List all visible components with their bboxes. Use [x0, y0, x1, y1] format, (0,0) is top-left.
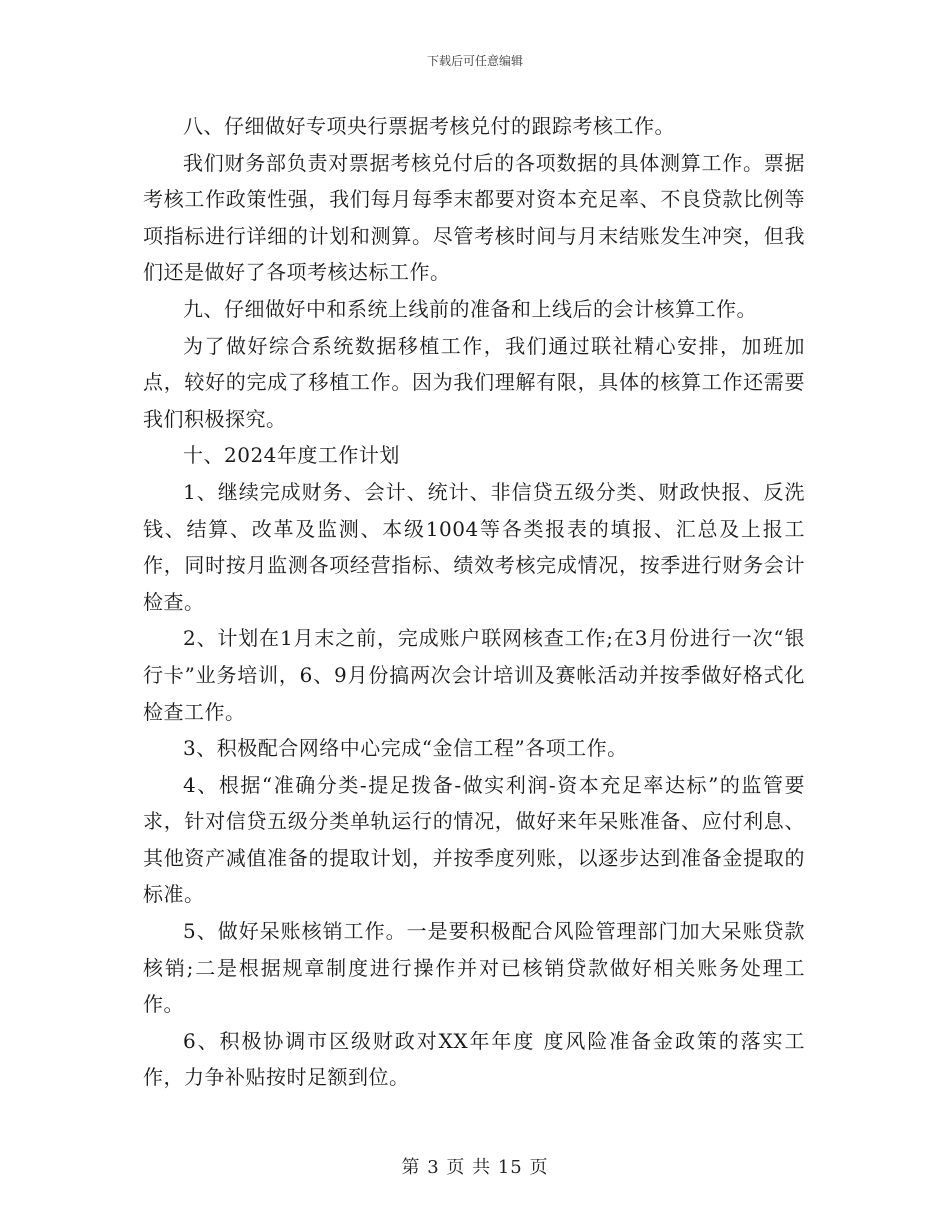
plan-item-5: 5、做好呆账核销工作。一是要积极配合风险管理部门加大呆账贷款核销;二是根据规章制度进行操作并对已核销贷款做好相关账务处理工作。 [143, 919, 805, 1017]
plan-item-1: 1、继续完成财务、会计、统计、非信贷五级分类、财政快报、反洗钱、结算、改革及监测、本级1004等各类报表的填报、汇总及上报工作，同时按月监测各项经营指标、绩效考核完成情况，按季进行财务会计检查。 [143, 479, 805, 614]
document-body [143, 108, 805, 1096]
plan-item-2: 2、计划在1月末之前，完成账户联网核查工作;在3月份进行一次“银行卡”业务培训，6、9月份搞两次会计培训及赛帐活动并按季做好格式化检查工作。 [143, 626, 805, 724]
page-header: 下载后可任意编辑 [426, 54, 523, 68]
paragraph: 我们财务部负责对票据考核兑付后的各项数据的具体测算工作。票据考核工作政策性强，我们每月每季末都要对资本充足率、不良贷款比例等项指标进行详细的计划和测算。尽管考核时间与月末结账发生冲突，但我们还是做好了各项考核达标工作。 [143, 150, 805, 285]
paragraph: 为了做好综合系统数据移植工作，我们通过联社精心安排，加班加点，较好的完成了移植工作。因为我们理解有限，具体的核算工作还需要我们积极探究。 [143, 333, 805, 431]
section-10-heading: 十、2024年度工作计划 [183, 443, 400, 468]
plan-item-6: 6、积极协调市区级财政对XX年年度 度风险准备金政策的落实工作，力争补贴按时足额到位。 [143, 1028, 805, 1090]
page-number: 第 3 页 共 15 页 [401, 1157, 549, 1178]
section-8-heading: 八、仔细做好专项央行票据考核兑付的跟踪考核工作。 [183, 114, 675, 138]
plan-item-4: 4、根据“准确分类-提足拨备-做实利润-资本充足率达标”的监管要求，针对信贷五级分类单轨运行的情况，做好来年呆账准备、应付利息、其他资产减值准备的提取计划，并按季度列账，以逐步达到准备金提取的标准。 [143, 772, 805, 907]
section-9-heading: 九、仔细做好中和系统上线前的准备和上线后的会计核算工作。 [183, 296, 757, 321]
plan-item-3: 3、积极配合网络中心完成“金信工程”各项工作。 [183, 736, 628, 761]
